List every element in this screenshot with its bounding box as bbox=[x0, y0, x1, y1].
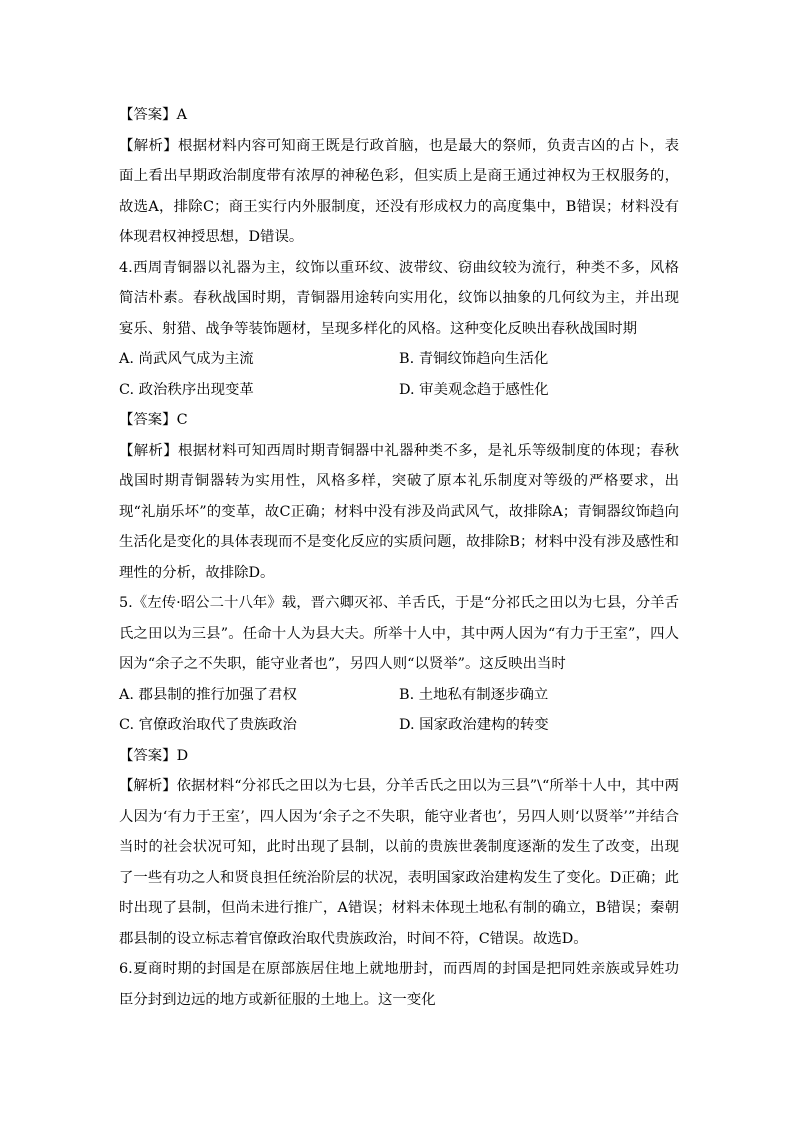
answer-label-q4: 【答案】C bbox=[119, 412, 188, 428]
answer-label-q5: 【答案】D bbox=[119, 747, 189, 764]
option-c-q5: C. 官僚政治取代了贵族政治 bbox=[119, 717, 297, 733]
option-b-q5: B. 土地私有制逐步确立 bbox=[399, 686, 549, 703]
question-4: 4.西周青铜器以礼器为主，纹饰以重环纹、波带纹、窃曲纹较为流行，种类不多，风格简洁朴素。春秋战国时期，青铜器用途转向实用化，纹饰以抽象的几何纹为主，并出现宴乐、射猎、战争等装饰题材，呈现多样化的风格。这种变化反映出春秋战国时期 bbox=[119, 259, 679, 337]
option-b-q4: B. 青铜纹饰趋向生活化 bbox=[399, 351, 549, 367]
option-a-q5: A. 郡县制的推行加强了君权 bbox=[119, 686, 297, 703]
options-row-q4-ab bbox=[119, 344, 679, 375]
question-6: 6.夏商时期的封国是在原部族居住地上就地册封，而西周的封国是把同姓亲族或异姓功臣分封到边远的地方或新征服的土地上。这一变化 bbox=[119, 961, 679, 1008]
analysis-q3: 【解析】根据材料内容可知商王既是行政首脑，也是最大的祭师，负责吉凶的占卜，表面上看出早期政治制度带有浓厚的神秘色彩，但实质上是商王通过神权为王权服务的，故选A，排除C；商王实行内外服制度，还没有形成权力的高度集中，B错误；材料没有体现君权神授思想，D错误。 bbox=[119, 137, 679, 245]
option-a-q4: A. 尚武风气成为主流 bbox=[119, 351, 254, 367]
options-row-q5-cd bbox=[119, 710, 679, 741]
option-d-q5: D. 国家政治建构的转变 bbox=[399, 717, 549, 733]
analysis-q5: 【解析】依据材料“分祁氏之田以为七县，分羊舌氏之田以为三县”\“所举十人中，其中两人因为‘有力于王室’，四人因为‘余子之不失职，能守业者也’，另四人则‘以贤举’”并结合当时的社会状况可知，此时出现了县制，以前的贵族世袭制度逐渐的发生了改变，出现了一些有功之人和贤良担任统治阶层的状况，表明国家政治建构发生了变化。D正确；此时出现了县制，但尚未进行推广，A错误；材料未体现土地私有制的确立，B错误；秦朝郡县制的设立标志着官僚政治取代贵族政治，时间不符，C错误。故选D。 bbox=[119, 778, 679, 947]
analysis-q4: 【解析】根据材料可知西周时期青铜器中礼器种类不多，是礼乐等级制度的体现；春秋战国时期青铜器转为实用性，风格多样，突破了原本礼乐制度对等级的严格要求，出现“礼崩乐坏”的变革，故C正确；材料中没有涉及尚武风气，故排除A；青铜器纹饰趋向生活化是变化的具体表现而不是变化反应的实质问题，故排除B；材料中没有涉及感性和理性的分析，故排除D。 bbox=[119, 442, 679, 581]
options-row-q4-cd bbox=[119, 375, 679, 406]
question-5: 5.《左传·昭公二十八年》载，晋六卿灭祁、羊舌氏，于是“分祁氏之田以为七县，分羊舌氏之田以为三县”。任命十人为县大夫。所举十人中，其中两人因为“有力于王室”，四人因为“余子之不失职，能守业者也”，另四人则“以贤举”。这反映出当时 bbox=[119, 595, 679, 672]
option-d-q4: D. 审美观念趋于感性化 bbox=[399, 381, 549, 398]
options-row-q5-ab bbox=[119, 680, 679, 711]
option-c-q4: C. 政治秩序出现变革 bbox=[119, 381, 254, 398]
document-body bbox=[119, 100, 679, 1015]
answer-label-q3: 【答案】A bbox=[119, 107, 187, 123]
